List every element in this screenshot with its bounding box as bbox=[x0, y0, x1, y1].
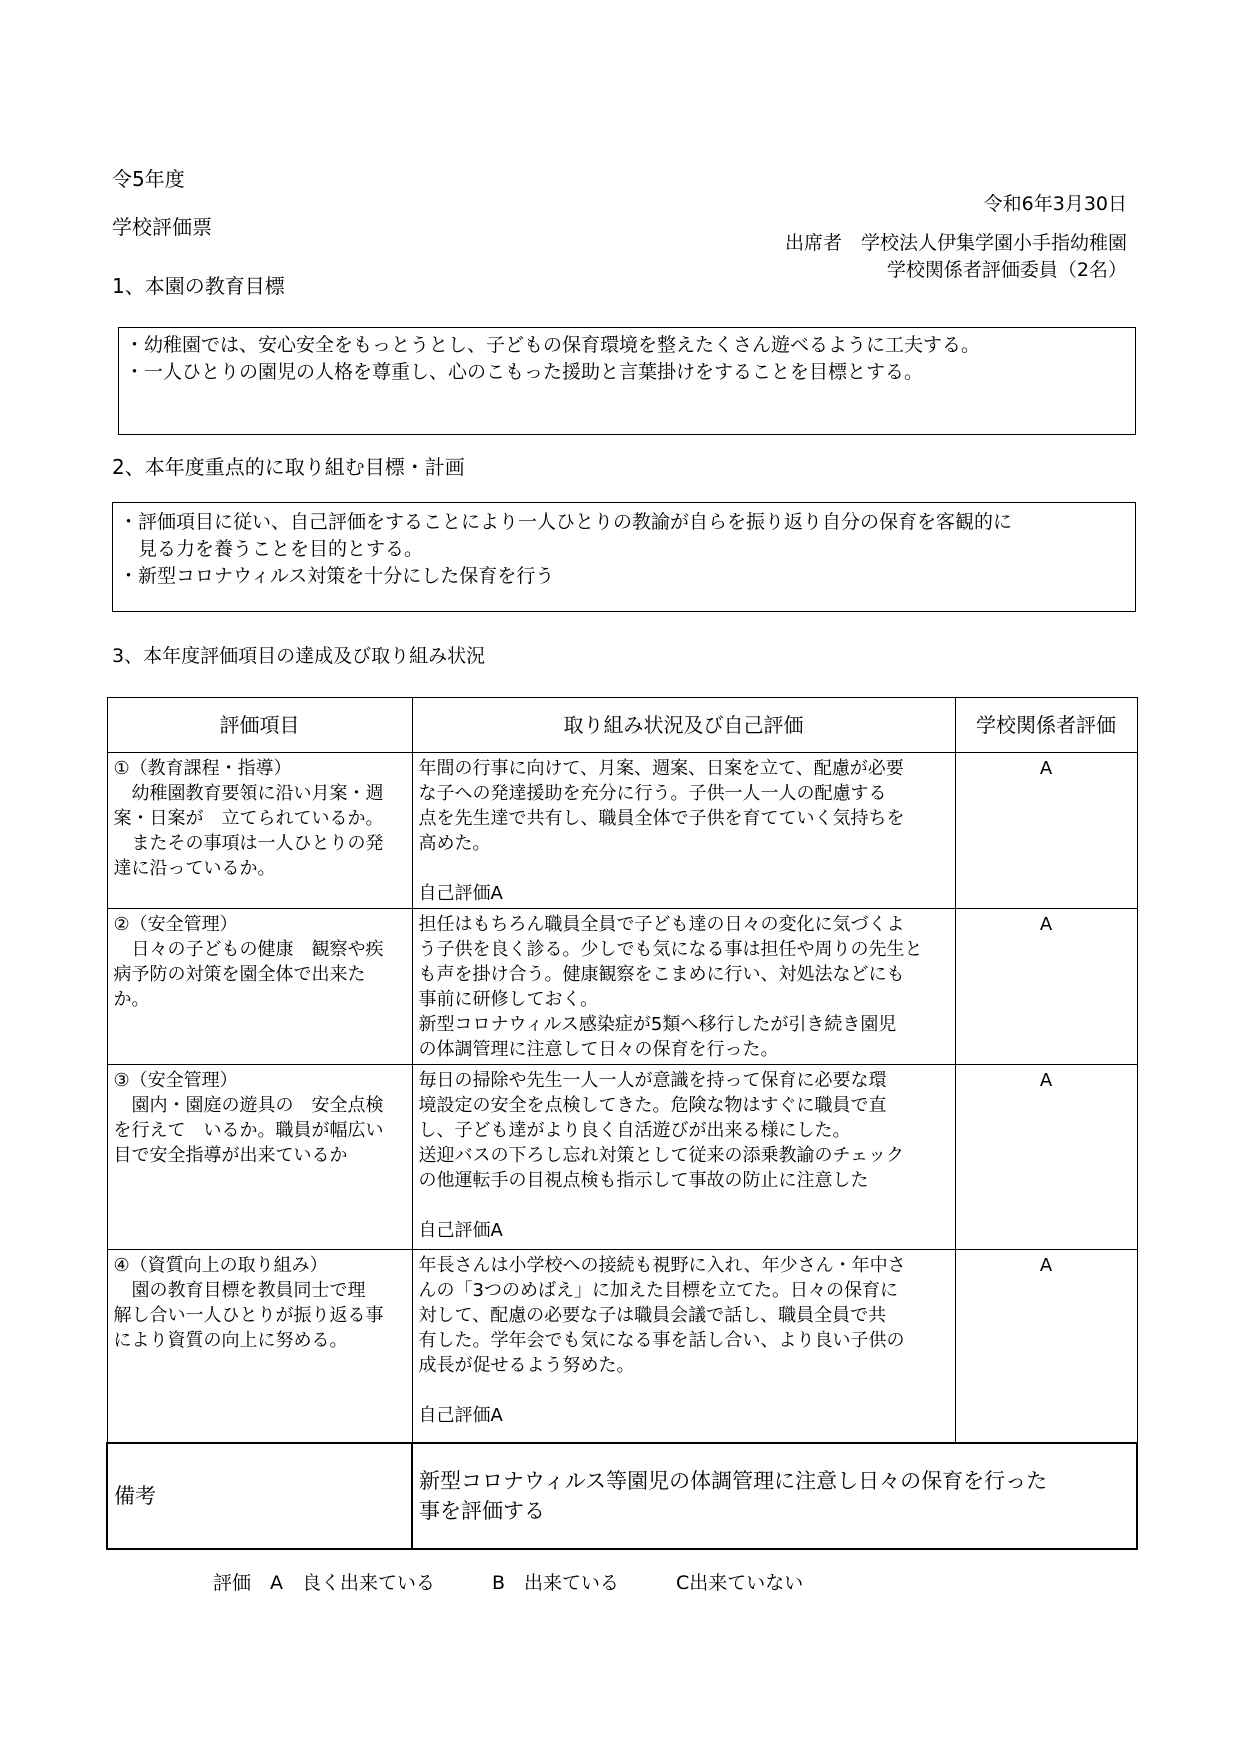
section1-heading: 1、本園の教育目標 bbox=[112, 274, 285, 298]
section1-line: ・幼稚園では、安心安全をもっとうとし、子どもの保育環境を整えたくさん遊べるように工夫する。 bbox=[125, 334, 981, 356]
column-header-status: 取り組み状況及び自己評価 bbox=[412, 698, 955, 753]
column-header-item: 評価項目 bbox=[107, 698, 412, 753]
status-cell: 担任はもちろん職員全員で子ども達の日々の変化に気づくよ う子供を良く診る。少しでも気になる事は担任や周りの先生と も声を掛け合う。健康観察をこまめに行い、対処法などにも 事前に研修しておく。 新型コロナウィルス感染症が5類へ移行したが引き続き園児 の体調管理に注意して日々の保育を行った。 bbox=[418, 914, 923, 1060]
document-title: 学校評価票 bbox=[112, 215, 212, 239]
item-cell: ②（安全管理） 日々の子どもの健康 観察や疾 病予防の対策を園全体で出来た か。 bbox=[113, 914, 384, 1010]
section2-box bbox=[112, 502, 1136, 612]
section1-box bbox=[118, 327, 1136, 435]
item-cell: ③（安全管理） 園内・園庭の遊具の 安全点検 を行えて いるか。職員が幅広い 目で安全指導が出来ているか bbox=[113, 1070, 384, 1166]
item-cell: ①（教育課程・指導） 幼稚園教育要領に沿い月案・週 案・日案が 立てられているか。 またその事項は一人ひとりの発 達に沿っているか。 bbox=[113, 758, 384, 879]
attendees-line-1: 出席者 学校法人伊集学園小手指幼稚園 bbox=[784, 232, 1127, 254]
status-cell: 年長さんは小学校への接続も視野に入れ、年少さん・年中さ んの「3つのめばえ」に加えた目標を立てた。日々の保育に 対して、配慮の必要な子は職員会議で話し、職員全員で共 有した。学年会でも気になる事を話し合い、より良い子供の 成長が促せるよう努めた。 自己評価A bbox=[418, 1255, 906, 1426]
item-cell: ④（資質向上の取り組み） 園の教育目標を教員同士で理 解し合い一人ひとりが振り返る事 により資質の向上に努める。 bbox=[113, 1255, 384, 1351]
grade-cell: A bbox=[955, 1065, 1137, 1250]
status-cell: 毎日の掃除や先生一人一人が意識を持って保育に必要な環 境設定の安全を点検してきた。危険な物はすぐに職員で直 し、子ども達がより良く自活遊びが出来る様にした。 送迎バスの下ろし忘れ対策として従来の添乗教諭のチェック の他運転手の目視点検も指示して事故の防止に注意した 自己評価A bbox=[418, 1070, 904, 1241]
grade-cell: A bbox=[955, 1250, 1137, 1444]
evaluation-table bbox=[106, 697, 1138, 1550]
table-row bbox=[107, 909, 1137, 1065]
table-row bbox=[107, 753, 1137, 909]
grade-cell: A bbox=[955, 753, 1137, 909]
fiscal-year: 令5年度 bbox=[112, 167, 185, 191]
section2-line: 見る力を養うことを目的とする。 bbox=[119, 538, 424, 560]
remarks-text: 新型コロナウィルス等園児の体調管理に注意し日々の保育を行った 事を評価する bbox=[419, 1469, 1048, 1523]
grade-cell: A bbox=[955, 909, 1137, 1065]
table-header-row bbox=[107, 698, 1137, 753]
grade-legend: 評価 A 良く出来ている B 出来ている C出来ていない bbox=[213, 1572, 804, 1594]
table-row bbox=[107, 1250, 1137, 1444]
status-cell: 年間の行事に向けて、月案、週案、日案を立て、配慮が必要 な子への発達援助を充分に行う。子供一人一人の配慮する 点を先生達で共有し、職員全体で子供を育てていく気持ちを 高めた。 自己評価A bbox=[418, 758, 905, 904]
table-row bbox=[107, 1065, 1137, 1250]
remarks-label: 備考 bbox=[107, 1443, 412, 1549]
remarks-row bbox=[107, 1443, 1137, 1549]
section3-heading: 3、本年度評価項目の達成及び取り組み状況 bbox=[112, 645, 486, 667]
column-header-grade: 学校関係者評価 bbox=[955, 698, 1137, 753]
document-date: 令和6年3月30日 bbox=[983, 193, 1127, 215]
section1-line: ・一人ひとりの園児の人格を尊重し、心のこもった援助と言葉掛けをすることを目標とする。 bbox=[125, 361, 924, 383]
attendees-line-2: 学校関係者評価委員（2名） bbox=[886, 259, 1127, 281]
section2-line: ・新型コロナウィルス対策を十分にした保育を行う bbox=[119, 565, 555, 587]
section2-heading: 2、本年度重点的に取り組む目標・計画 bbox=[112, 455, 465, 479]
section2-line: ・評価項目に従い、自己評価をすることにより一人ひとりの教諭が自らを振り返り自分の保育を客観的に bbox=[119, 511, 1013, 533]
